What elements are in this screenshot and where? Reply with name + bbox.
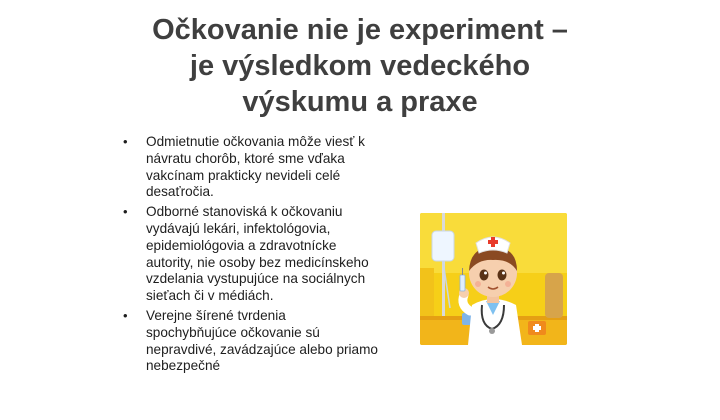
- bullet-item: [120, 308, 380, 375]
- bullet-dot: •: [123, 307, 128, 323]
- bullet-dot: •: [123, 134, 128, 149]
- bullet-item: [120, 204, 380, 305]
- title-line-1: Očkovanie nie je experiment –: [152, 14, 568, 46]
- title-line-2: je výsledkom vedeckého: [189, 50, 531, 82]
- bullet-item: [120, 134, 380, 201]
- title-line-3: výskumu a praxe: [242, 86, 478, 118]
- bullet-text: Odborné stanoviská k očkovaniu vydávajú lekári, infektológovia, epidemiológovia a zdravotnícke autority, nie osoby bez medicínskeho vzdelania vystupujúce na sociálnych sieťach či v médiách.: [146, 204, 369, 304]
- bullet-text: Odmietnutie očkovania môže viesť k návratu chorôb, ktoré sme vďaka vakcínam prakticky nevideli celé desaťročia.: [146, 134, 365, 200]
- bullet-text: Verejne šírené tvrdenia spochybňujúce očkovanie sú nepravdivé, zavádzajúce alebo priamo nebezpečné: [146, 307, 378, 374]
- bullet-dot: •: [123, 204, 128, 220]
- bullet-list: [120, 134, 380, 378]
- slide-title: [110, 12, 610, 120]
- child-doctor-illustration: [420, 213, 567, 345]
